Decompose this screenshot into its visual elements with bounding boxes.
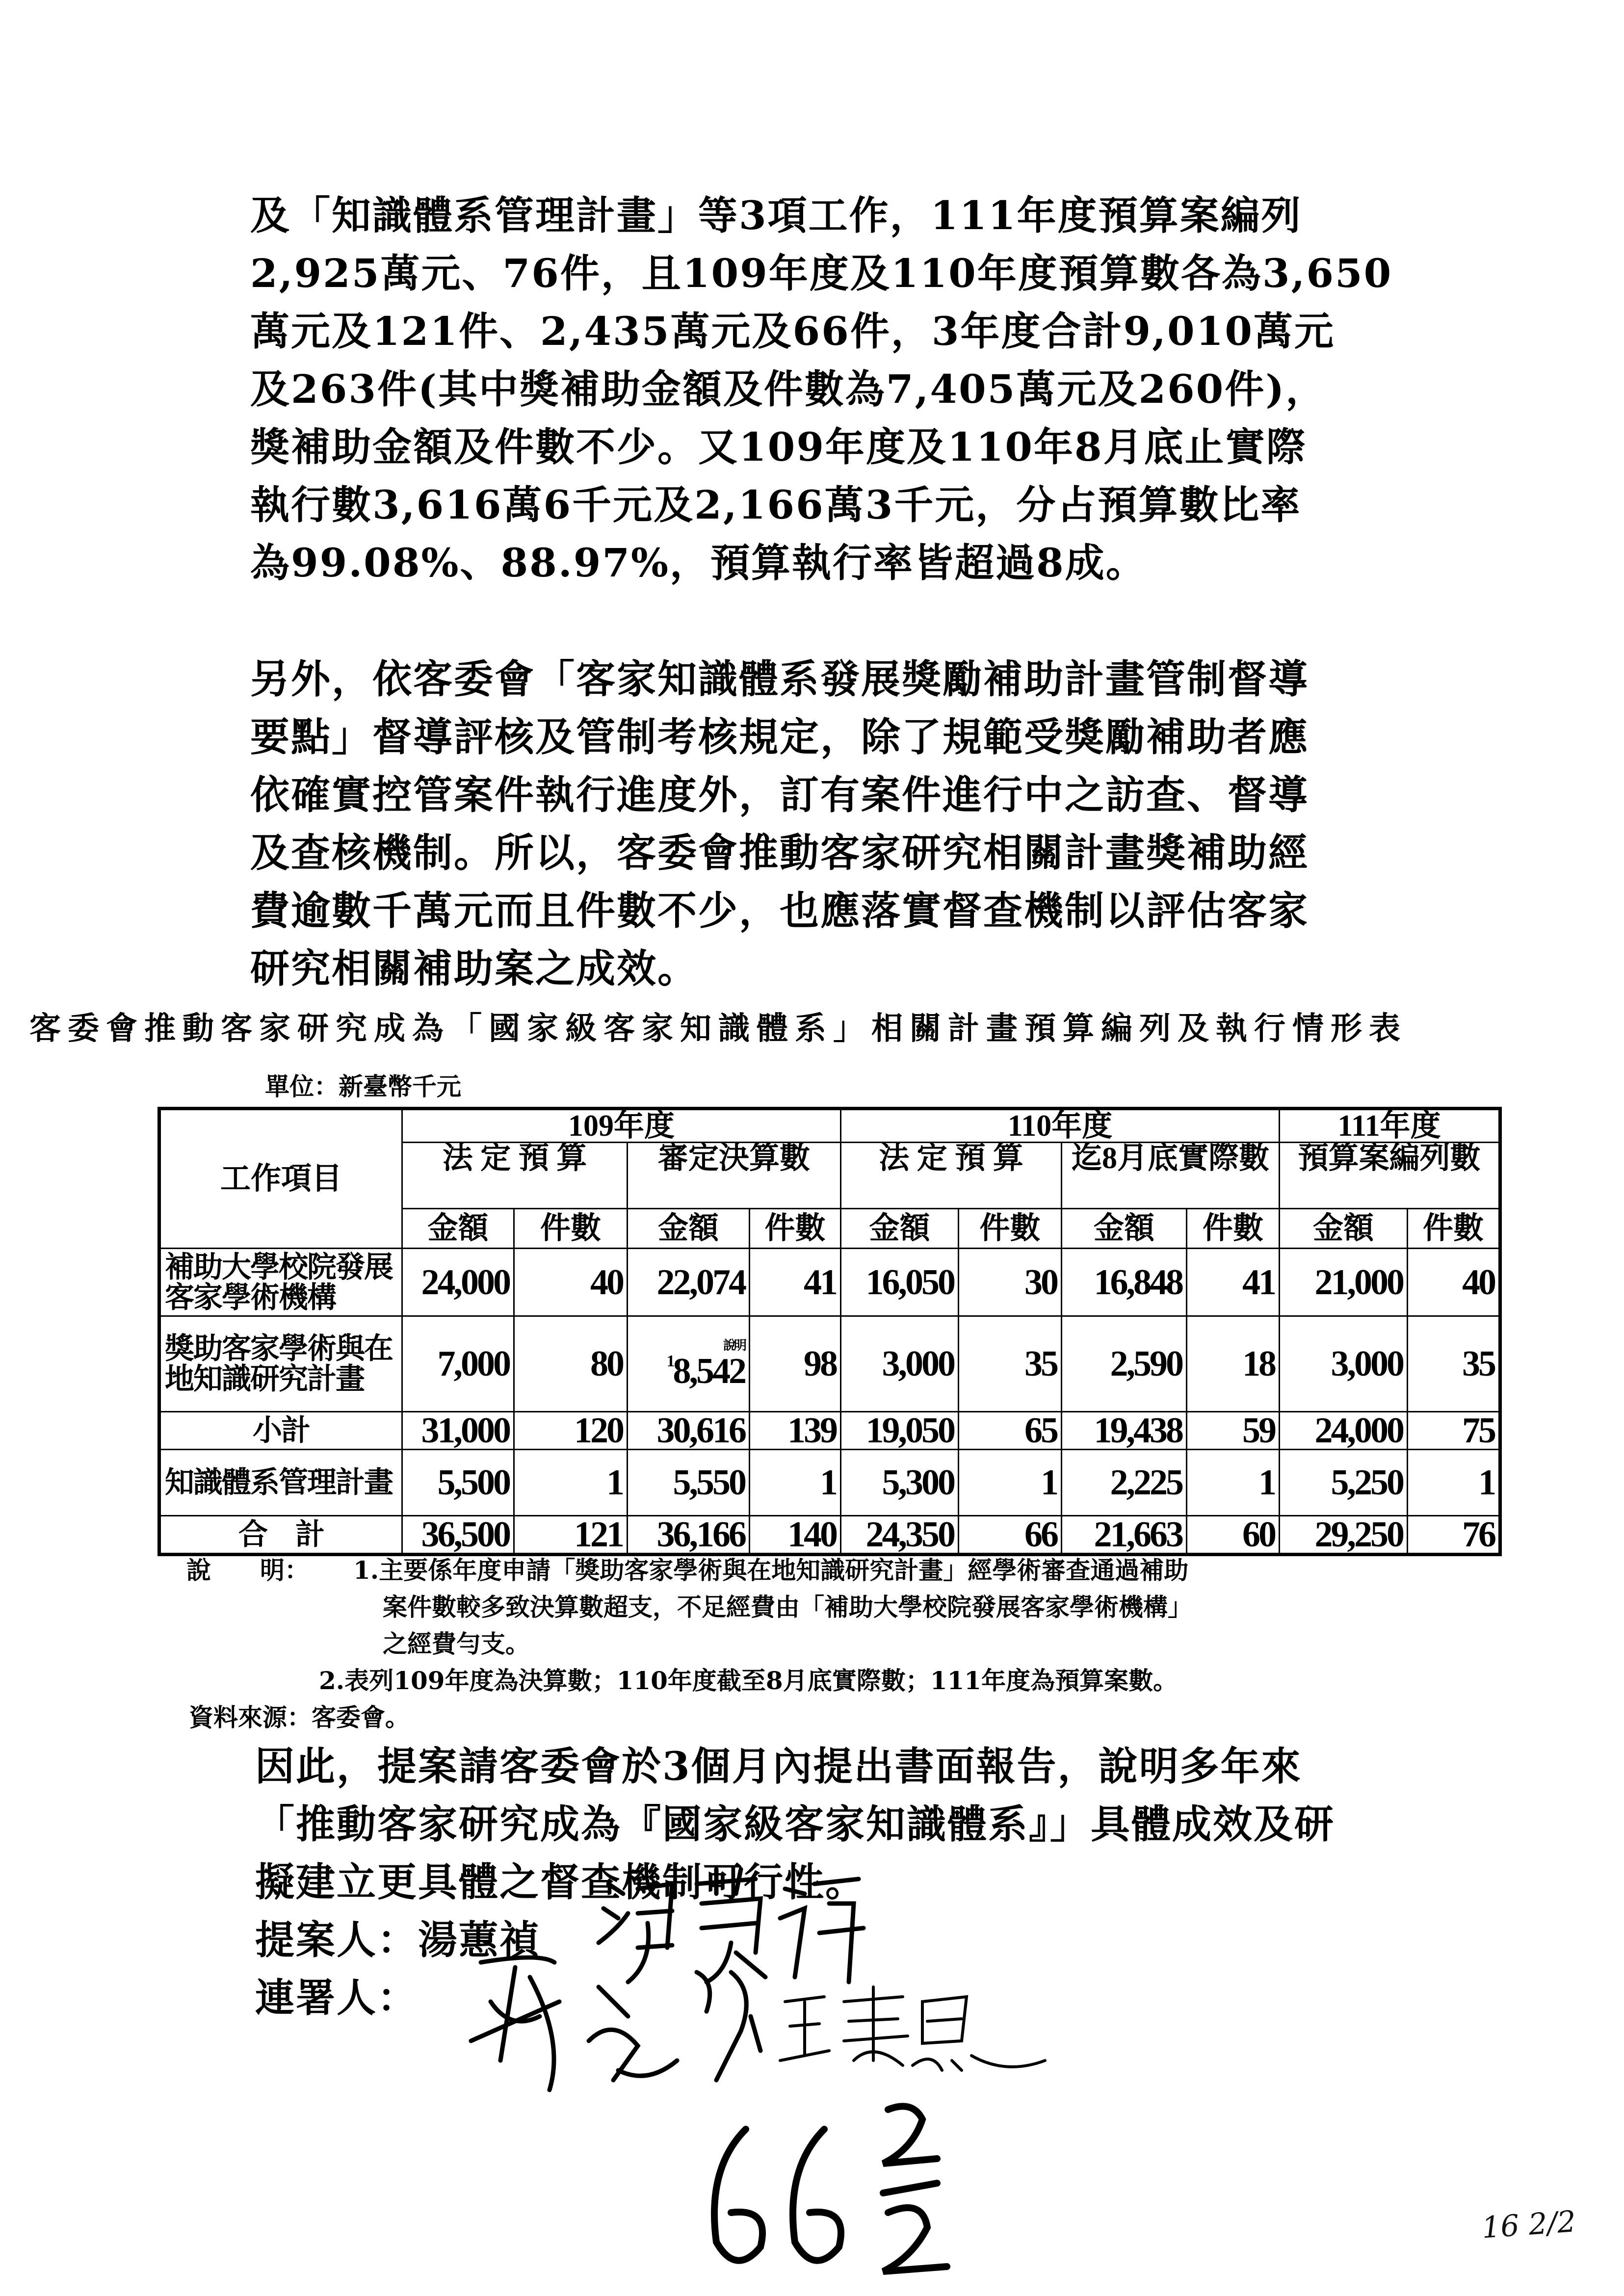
note-number: 1 <box>666 1352 673 1370</box>
amount-cell: 22,074 <box>628 1249 750 1316</box>
count-cell: 140 <box>750 1516 841 1555</box>
amount-cell: 3,000 <box>1280 1316 1408 1412</box>
text-line: 依確實控管案件執行進度外，訂有案件進行中之訪查、督導 <box>250 772 1309 818</box>
text-line: 要點」督導評核及管制考核規定，除了規範受獎勵補助者應 <box>250 714 1309 760</box>
text-line: 及查核機制。所以，客委會推動客家研究相關計畫獎補助經 <box>250 830 1309 876</box>
amount-cell: 24,350 <box>841 1516 959 1555</box>
amount-cell: 5,550 <box>628 1450 750 1516</box>
amount-header: 金額 <box>841 1209 959 1249</box>
text-line: 萬元及121件、2,435萬元及66件，3年度合計9,010萬元 <box>250 308 1335 354</box>
amount-header: 金額 <box>1062 1209 1187 1249</box>
row-label: 補助大學校院發展客家學術機構 <box>159 1249 402 1316</box>
table-title: 客委會推動客家研究成為「國家級客家知識體系」相關計畫預算編列及執行情形表 <box>29 1010 1407 1047</box>
text-line: 「推動客家研究成為『國家級客家知識體系』」具體成效及研 <box>255 1801 1335 1847</box>
year-header: 110年度 <box>841 1109 1280 1143</box>
amount-cell <box>628 1316 750 1412</box>
text-line: 及「知識體系管理計畫」等3項工作，111年度預算案編列 <box>250 192 1302 238</box>
count-cell: 60 <box>1187 1516 1280 1555</box>
count-cell: 18 <box>1187 1316 1280 1412</box>
text-line: 2,925萬元、76件，且109年度及110年度預算數各為3,650 <box>250 250 1393 296</box>
group-header: 迄8月底實際數 <box>1062 1143 1280 1209</box>
text-line: 為99.08%、88.97%，預算執行率皆超過8成。 <box>250 540 1147 586</box>
unit-label: 單位：新臺幣千元 <box>265 1072 461 1101</box>
item-header: 工作項目 <box>159 1109 402 1249</box>
row-label: 合 計 <box>159 1516 402 1555</box>
amount-cell: 7,000 <box>402 1316 514 1412</box>
count-header: 件數 <box>1187 1209 1280 1249</box>
count-header: 件數 <box>750 1209 841 1249</box>
amount-header: 金額 <box>1280 1209 1408 1249</box>
amount-cell: 16,848 <box>1062 1249 1187 1316</box>
note-1-line-2: 案件數較多致決算數超支，不足經費由「補助大學校院發展客家學術機構」 <box>383 1592 1192 1621</box>
cosigner-label: 連署人： <box>255 1975 418 2021</box>
count-cell: 75 <box>1408 1412 1500 1450</box>
text-line: 獎補助金額及件數不少。又109年度及110年8月底止實際 <box>250 424 1307 470</box>
count-cell: 80 <box>514 1316 628 1412</box>
amount-cell: 21,663 <box>1062 1516 1187 1555</box>
amount-cell: 5,300 <box>841 1450 959 1516</box>
amount-header: 金額 <box>402 1209 514 1249</box>
text-line: 擬建立更具體之督查機制可行性。 <box>255 1859 866 1905</box>
note-2: 2.表列109年度為決算數；110年度截至8月底實際數；111年度為預算案數。 <box>319 1666 1178 1695</box>
amount-cell: 31,000 <box>402 1412 514 1450</box>
count-cell: 41 <box>750 1249 841 1316</box>
count-cell: 30 <box>959 1249 1062 1316</box>
notes-label: 說 明： <box>186 1556 309 1585</box>
count-cell: 59 <box>1187 1412 1280 1450</box>
amount-cell: 36,500 <box>402 1516 514 1555</box>
count-cell: 65 <box>959 1412 1062 1450</box>
count-header: 件數 <box>514 1209 628 1249</box>
paragraph-1 <box>250 186 1392 592</box>
amount-cell: 21,000 <box>1280 1249 1408 1316</box>
year-header: 111年度 <box>1280 1109 1500 1143</box>
year-header: 109年度 <box>402 1109 841 1143</box>
count-cell: 1 <box>514 1450 628 1516</box>
amount-cell: 2,225 <box>1062 1450 1187 1516</box>
count-cell: 98 <box>750 1316 841 1412</box>
handwritten-number <box>714 2106 947 2271</box>
count-cell: 35 <box>1408 1316 1500 1412</box>
paragraph-2 <box>250 650 1309 997</box>
text-line: 因此，提案請客委會於3個月內提出書面報告，說明多年來 <box>255 1743 1302 1789</box>
row-label: 知識體系管理計畫 <box>159 1450 402 1516</box>
amount-cell: 30,616 <box>628 1412 750 1450</box>
amount-cell: 36,166 <box>628 1516 750 1555</box>
amount-cell: 16,050 <box>841 1249 959 1316</box>
table-row <box>159 1316 1500 1412</box>
amount-cell: 2,590 <box>1062 1316 1187 1412</box>
count-cell: 76 <box>1408 1516 1500 1555</box>
note-1-line-1: 1.主要係年度申請「獎助客家學術與在地知識研究計畫」經學術審查通過補助 <box>353 1556 1189 1585</box>
row-label: 小計 <box>159 1412 402 1450</box>
table-row <box>159 1412 1500 1450</box>
count-cell: 40 <box>514 1249 628 1316</box>
count-cell: 120 <box>514 1412 628 1450</box>
proposer-label: 提案人：湯蕙禎 <box>255 1917 540 1963</box>
text-line: 研究相關補助案之成效。 <box>250 945 698 991</box>
amount-cell: 19,050 <box>841 1412 959 1450</box>
group-header: 法 定 預 算 <box>841 1143 1062 1209</box>
count-cell: 35 <box>959 1316 1062 1412</box>
group-header: 審定決算數 <box>628 1143 841 1209</box>
amount-cell: 5,250 <box>1280 1450 1408 1516</box>
row-label: 獎助客家學術與在地知識研究計畫 <box>159 1316 402 1412</box>
text-line: 及263件(其中獎補助金額及件數為7,405萬元及260件)， <box>250 366 1327 412</box>
table-row <box>159 1249 1500 1316</box>
count-header: 件數 <box>959 1209 1062 1249</box>
handwritten-signatures <box>442 1854 1128 2296</box>
group-header: 預算案編列數 <box>1280 1143 1500 1209</box>
amount-header: 金額 <box>628 1209 750 1249</box>
amount-cell: 3,000 <box>841 1316 959 1412</box>
amount-value: 8,542 <box>673 1351 745 1391</box>
signature-tang <box>599 1869 864 1982</box>
count-cell: 1 <box>959 1450 1062 1516</box>
count-cell: 139 <box>750 1412 841 1450</box>
text-line: 費逾數千萬元而且件數不少，也應落實督查機制以評估客家 <box>250 887 1309 934</box>
text-line: 另外，依客委會「客家知識體系發展獎勵補助計畫管制督導 <box>250 656 1309 702</box>
note-marker: 說明 <box>723 1338 745 1353</box>
amount-cell: 19,438 <box>1062 1412 1187 1450</box>
count-cell: 121 <box>514 1516 628 1555</box>
text-line: 執行數3,616萬6千元及2,166萬3千元，分占預算數比率 <box>250 482 1302 528</box>
amount-cell: 24,000 <box>402 1249 514 1316</box>
table-row <box>159 1516 1500 1555</box>
count-cell: 1 <box>1187 1450 1280 1516</box>
amount-cell: 24,000 <box>1280 1412 1408 1450</box>
note-1-line-3: 之經費勻支。 <box>383 1629 530 1658</box>
count-header: 件數 <box>1408 1209 1500 1249</box>
count-cell: 1 <box>750 1450 841 1516</box>
count-cell: 1 <box>1408 1450 1500 1516</box>
count-cell: 40 <box>1408 1249 1500 1316</box>
group-header: 法 定 預 算 <box>402 1143 628 1209</box>
table-row <box>159 1450 1500 1516</box>
data-source: 資料來源：客委會。 <box>189 1703 410 1732</box>
count-cell: 66 <box>959 1516 1062 1555</box>
amount-cell: 5,500 <box>402 1450 514 1516</box>
count-cell: 41 <box>1187 1249 1280 1316</box>
budget-table <box>157 1107 1502 1556</box>
signature-wang <box>780 1987 1045 2070</box>
page-mark: 16 2/2 <box>1480 2204 1577 2245</box>
amount-cell: 29,250 <box>1280 1516 1408 1555</box>
